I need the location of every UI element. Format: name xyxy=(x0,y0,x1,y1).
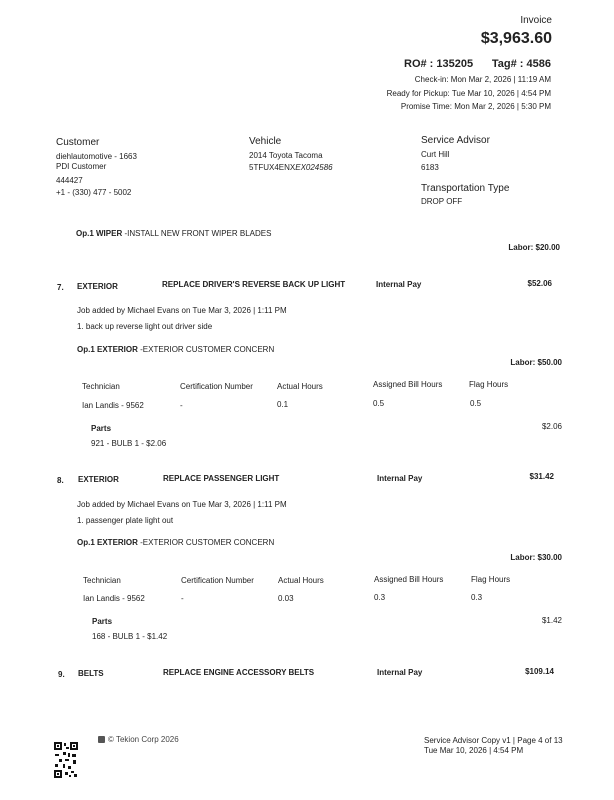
customer-account: diehlautomotive - 1663 xyxy=(56,152,137,161)
job-pay-type: Internal Pay xyxy=(377,474,423,483)
job-number: 9. xyxy=(58,670,65,679)
transport-heading: Transportation Type xyxy=(421,183,510,194)
parts-total: $2.06 xyxy=(541,422,562,431)
tag-number: Tag# : 4586 xyxy=(491,58,551,70)
job-pay-type: Internal Pay xyxy=(377,668,423,677)
tech-cert: - xyxy=(181,594,184,603)
header-flag-hours: Flag Hours xyxy=(469,380,509,389)
tech-name: Ian Landis - 9562 xyxy=(82,401,144,410)
job-note: 1. back up reverse light out driver side xyxy=(77,322,213,331)
tekion-logo-icon xyxy=(98,736,105,743)
advisor-heading: Service Advisor xyxy=(421,135,490,146)
footer-copyright: © Tekion Corp 2026 xyxy=(108,735,179,744)
job-op-line xyxy=(77,538,274,547)
header-technician: Technician xyxy=(82,382,120,391)
vin-prefix: 5TFUX4ENX xyxy=(249,163,296,172)
job-op-desc: -EXTERIOR CUSTOMER CONCERN xyxy=(140,345,275,354)
job-amount: $31.42 xyxy=(529,472,554,481)
job-added-by: Job added by Michael Evans on Tue Mar 3, 2026 | 1:11 PM xyxy=(77,306,287,315)
vehicle-heading: Vehicle xyxy=(249,136,282,147)
tech-actual: 0.03 xyxy=(278,594,294,603)
job-note: 1. passenger plate light out xyxy=(77,516,174,525)
prev-op-code: Op.1 WIPER xyxy=(76,229,123,238)
header-technician: Technician xyxy=(83,576,121,585)
transport-type: DROP OFF xyxy=(421,197,463,206)
header-flag-hours: Flag Hours xyxy=(471,575,511,584)
job-op-desc: -EXTERIOR CUSTOMER CONCERN xyxy=(140,538,275,547)
qr-code-icon xyxy=(54,742,78,778)
parts-label: Parts xyxy=(91,424,112,433)
header-actual-hours: Actual Hours xyxy=(277,382,323,391)
footer-date: Tue Mar 10, 2026 | 4:54 PM xyxy=(424,746,524,755)
footer-copy-info: Service Advisor Copy v1 | Page 4 of 13 xyxy=(424,736,563,745)
header-certification: Certification Number xyxy=(181,576,254,585)
job-op-code: Op.1 EXTERIOR xyxy=(77,345,138,354)
customer-type: PDI Customer xyxy=(56,162,107,171)
job-title: REPLACE ENGINE ACCESSORY BELTS xyxy=(163,668,315,677)
job-number: 7. xyxy=(57,283,64,292)
ready-time: Ready for Pickup: Tue Mar 10, 2026 | 4:54 PM xyxy=(386,89,551,98)
vin-suffix: EX024586 xyxy=(295,163,333,172)
parts-label: Parts xyxy=(92,617,113,626)
parts-total: $1.42 xyxy=(541,616,562,625)
job-pay-type: Internal Pay xyxy=(376,280,422,289)
customer-id: 444427 xyxy=(56,176,83,185)
job-op-line xyxy=(77,345,274,354)
part-line: 168 - BULB 1 - $1.42 xyxy=(92,632,168,641)
tech-cert: - xyxy=(180,401,183,410)
ro-number: RO# : 135205 xyxy=(404,58,474,70)
tech-actual: 0.1 xyxy=(277,400,289,409)
vehicle-model: 2014 Toyota Tacoma xyxy=(249,151,323,160)
customer-heading: Customer xyxy=(56,137,100,148)
invoice-total: $3,963.60 xyxy=(480,30,552,47)
prev-op-desc: -INSTALL NEW FRONT WIPER BLADES xyxy=(124,229,272,238)
part-line: 921 - BULB 1 - $2.06 xyxy=(91,439,167,448)
job-number: 8. xyxy=(57,476,64,485)
tech-bill: 0.3 xyxy=(374,593,386,602)
job-op-code: Op.1 EXTERIOR xyxy=(77,538,138,547)
advisor-id: 6183 xyxy=(421,163,439,172)
prev-op-labor: Labor: $20.00 xyxy=(508,243,560,252)
advisor-name: Curt Hill xyxy=(421,150,450,159)
job-amount: $109.14 xyxy=(525,667,554,676)
job-title: REPLACE DRIVER'S REVERSE BACK UP LIGHT xyxy=(162,280,346,289)
tech-flag: 0.5 xyxy=(470,399,482,408)
checkin-time: Check-in: Mon Mar 2, 2026 | 11:19 AM xyxy=(414,75,551,84)
tech-flag: 0.3 xyxy=(471,593,483,602)
vehicle-vin xyxy=(249,163,333,172)
tech-bill: 0.5 xyxy=(373,399,385,408)
job-title: REPLACE PASSENGER LIGHT xyxy=(163,474,280,483)
tech-name: Ian Landis - 9562 xyxy=(83,594,145,603)
promise-time: Promise Time: Mon Mar 2, 2026 | 5:30 PM xyxy=(400,102,551,111)
header-certification: Certification Number xyxy=(180,382,253,391)
job-type: EXTERIOR xyxy=(78,475,119,484)
job-amount: $52.06 xyxy=(527,279,552,288)
prev-op-line xyxy=(76,229,271,238)
job-type: BELTS xyxy=(78,669,104,678)
job-added-by: Job added by Michael Evans on Tue Mar 3, 2026 | 1:11 PM xyxy=(77,500,287,509)
header-bill-hours: Assigned Bill Hours xyxy=(373,380,443,389)
job-labor: Labor: $30.00 xyxy=(510,553,562,562)
invoice-title: Invoice xyxy=(520,15,552,26)
job-type: EXTERIOR xyxy=(77,282,118,291)
job-labor: Labor: $50.00 xyxy=(510,358,562,367)
header-bill-hours: Assigned Bill Hours xyxy=(374,575,444,584)
customer-phone: +1 - (330) 477 - 5002 xyxy=(56,188,132,197)
header-actual-hours: Actual Hours xyxy=(278,576,324,585)
